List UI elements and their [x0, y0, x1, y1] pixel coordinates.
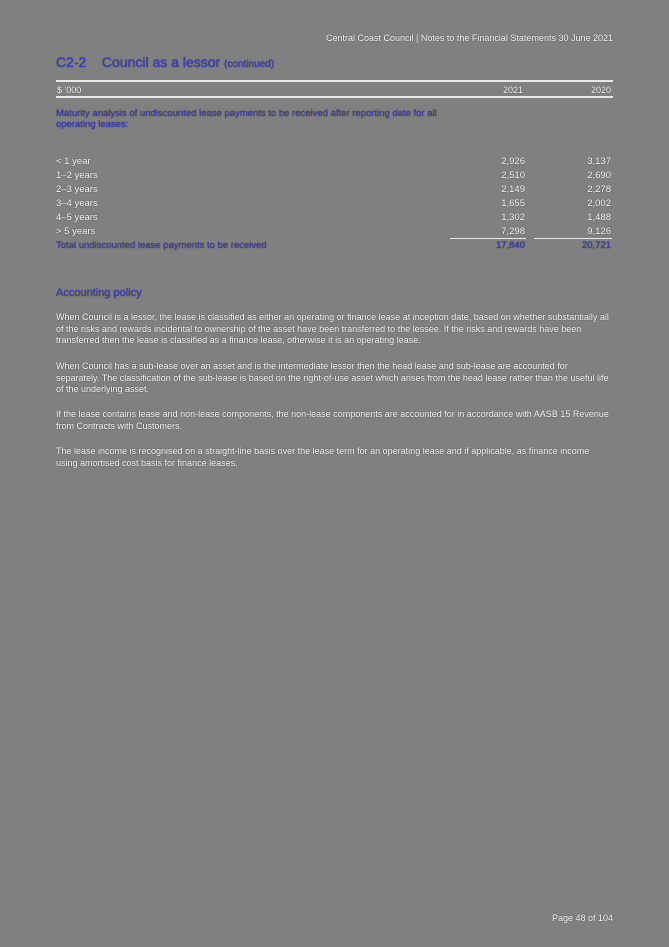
subtotal-rule-2021	[450, 238, 526, 239]
table-row	[56, 198, 613, 212]
policy-paragraph: When Council has a sub-lease over an asset and is the intermediate lessor then the head lease and sub-lease are accounted for separately. The classification of the sub-lease is based on the right-of-use asset which arises from the head lease rather than the useful life of the underlying asset.	[56, 361, 609, 394]
section-number: C2-2	[56, 54, 87, 70]
row-label: 3–4 years	[56, 198, 98, 209]
value-2020: 2,690	[587, 170, 611, 181]
running-header: Central Coast Council | Notes to the Financial Statements 30 June 2021	[326, 33, 613, 43]
table-row	[56, 170, 613, 184]
row-label: 2–3 years	[56, 184, 98, 195]
value-2020: 9,126	[587, 226, 611, 237]
table-row	[56, 212, 613, 226]
total-label: Total undiscounted lease payments to be received	[56, 240, 267, 251]
value-2021: 2,926	[501, 156, 525, 167]
subtotal-rule-2020	[534, 238, 612, 239]
table-header-rule	[56, 96, 613, 98]
section-title	[56, 54, 274, 70]
page-number: Page 48 of 104	[551, 913, 613, 923]
col-header-2021: 2021	[502, 85, 523, 95]
value-2020: 3,137	[587, 156, 611, 167]
value-2021: 1,302	[501, 212, 525, 223]
policy-paragraph: If the lease contains lease and non-lease components, the non-lease components are accounted for in accordance with AASB 15 Revenue from Contracts with Customers.	[56, 409, 609, 431]
section-title-text: Council as a lessor	[101, 54, 221, 70]
table-row	[56, 184, 613, 198]
row-label: > 5 years	[56, 226, 96, 237]
total-2021: 17,840	[495, 240, 525, 251]
table-subheading: Maturity analysis of undiscounted lease payments to be received after reporting date for all operating leases:	[56, 108, 437, 130]
value-2021: 1,655	[501, 198, 525, 209]
unit-label: $ '000	[57, 85, 82, 95]
value-2021: 7,298	[501, 226, 525, 237]
policy-paragraph: When Council is a lessor, the lease is classified as either an operating or finance lease at inception date, based on whether substantially all of the risks and rewards incidental to ownership of the asset have been transferred to the lessee. If the risks and rewards have been transferred then the lease is classified as a finance lease, otherwise it is an operating lease.	[56, 312, 609, 345]
row-label: 1–2 years	[56, 170, 98, 181]
table-row	[56, 156, 613, 170]
value-2020: 1,488	[587, 212, 611, 223]
table-total-row	[56, 240, 613, 254]
value-2020: 2,278	[587, 184, 611, 195]
table-row	[56, 226, 613, 240]
value-2021: 2,510	[501, 170, 525, 181]
total-2020: 20,721	[581, 240, 611, 251]
row-label: 4–5 years	[56, 212, 98, 223]
table-top-rule	[56, 80, 613, 82]
row-label: < 1 year	[56, 156, 91, 167]
value-2020: 2,002	[587, 198, 611, 209]
accounting-policy-heading: Accounting policy	[56, 287, 142, 299]
section-continued: (continued)	[224, 59, 275, 70]
col-header-2020: 2020	[590, 85, 611, 95]
policy-paragraph: The lease income is recognised on a straight-line basis over the lease term for an operating lease and if applicable, as finance income using amortised cost basis for finance leases.	[56, 446, 590, 468]
value-2021: 2,149	[501, 184, 525, 195]
